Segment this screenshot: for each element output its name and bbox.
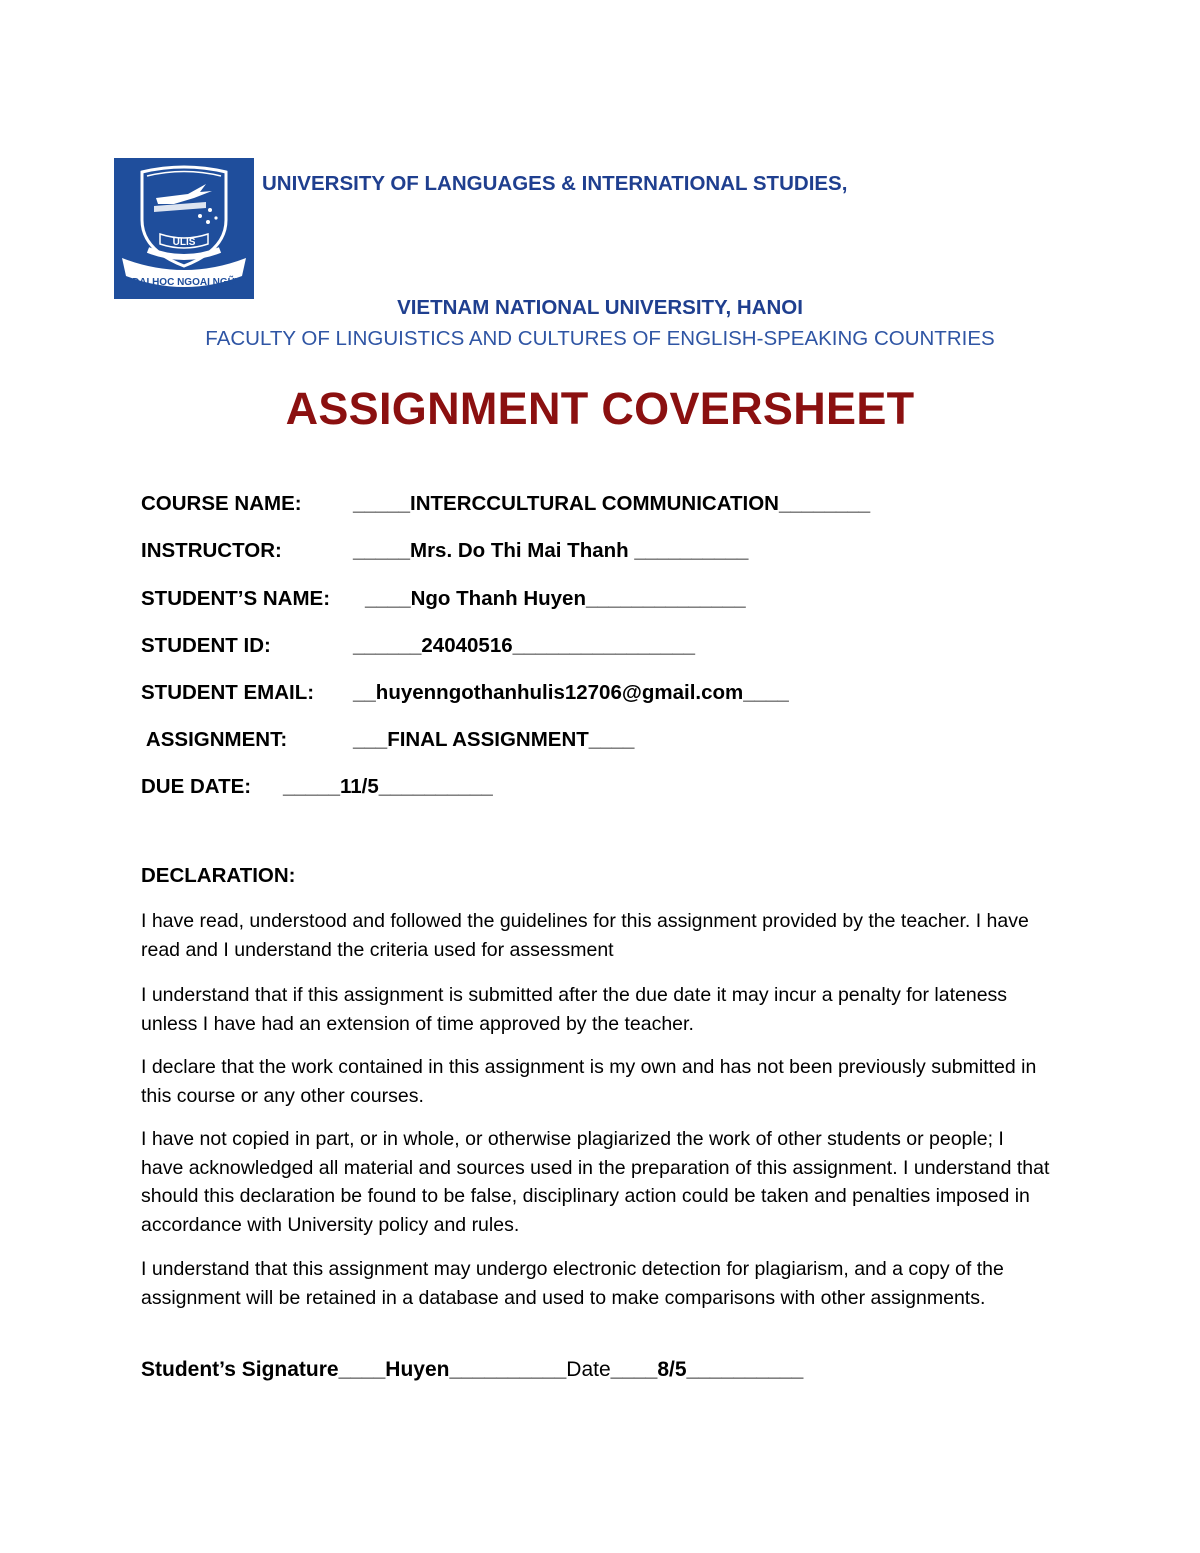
- due-date-row: [141, 775, 493, 799]
- declaration-heading: DECLARATION:: [141, 864, 296, 887]
- due-date-label: DUE DATE:: [141, 775, 252, 798]
- assignment-row: [141, 728, 634, 752]
- declaration-paragraph: I have not copied in part, or in whole, or otherwise plagiarized the work of other students or people; I have acknowledged all material and sources used in the preparation of this assignment. I understand that should this declaration be found to be false, disciplinary action could be taken and penalties imposed in accordance with University policy and rules.: [141, 1128, 1050, 1236]
- date-value: ____8/5__________: [610, 1358, 804, 1381]
- student-name-row: [141, 587, 746, 611]
- course-name-label: COURSE NAME:: [141, 492, 302, 515]
- student-name-label: STUDENT’S NAME:: [141, 587, 331, 610]
- student-name-value: ____Ngo Thanh Huyen______________: [365, 587, 746, 610]
- instructor-row: [141, 539, 748, 563]
- student-id-row: [141, 634, 695, 658]
- course-name-row: [141, 492, 870, 516]
- student-id-label: STUDENT ID:: [141, 634, 271, 657]
- university-name: UNIVERSITY OF LANGUAGES & INTERNATIONAL STUDIES,: [262, 172, 848, 195]
- declaration-paragraph: I understand that this assignment may undergo electronic detection for plagiarism, and a copy of the assignment will be retained in a database and used to make comparisons with other assignments.: [141, 1258, 1004, 1309]
- assignment-label: ASSIGNMENT:: [141, 728, 288, 751]
- national-university-name: VIETNAM NATIONAL UNIVERSITY, HANOI: [397, 296, 803, 319]
- faculty-name: FACULTY OF LINGUISTICS AND CULTURES OF ENGLISH-SPEAKING COUNTRIES: [205, 327, 995, 350]
- signature-value: ____Huyen__________: [338, 1358, 567, 1381]
- logo-ribbon-text: ĐẠI HỌC NGOẠI NGỮ: [132, 277, 236, 288]
- instructor-label: INSTRUCTOR:: [141, 539, 282, 562]
- declaration-paragraph: I understand that if this assignment is submitted after the due date it may incur a penalty for lateness unless I have had an extension of time approved by the teacher.: [141, 984, 1008, 1035]
- logo-banner-text: ULIS: [172, 237, 196, 248]
- student-email-value: __huyenngothanhulis12706@gmail.com____: [353, 681, 789, 704]
- student-email-label: STUDENT EMAIL:: [141, 681, 315, 704]
- declaration-paragraph: I have read, understood and followed the guidelines for this assignment provided by the teacher. I have read and I understand the criteria used for assessment: [141, 910, 1029, 961]
- instructor-value: _____Mrs. Do Thi Mai Thanh __________: [353, 539, 749, 562]
- student-email-row: [141, 681, 789, 705]
- signature-label: Student’s Signature: [141, 1358, 339, 1381]
- assignment-value: ___FINAL ASSIGNMENT____: [353, 728, 635, 751]
- page-title: ASSIGNMENT COVERSHEET: [285, 383, 915, 434]
- date-label: Date: [566, 1358, 611, 1381]
- declaration-paragraph: I declare that the work contained in this assignment is my own and has not been previously submitted in this course or any other courses.: [141, 1056, 1037, 1107]
- university-logo: [114, 158, 254, 299]
- signature-line: [141, 1358, 803, 1382]
- due-date-value: _____11/5__________: [283, 775, 493, 798]
- student-id-value: ______24040516________________: [353, 634, 696, 657]
- course-name-value: _____INTERCCULTURAL COMMUNICATION________: [353, 492, 871, 515]
